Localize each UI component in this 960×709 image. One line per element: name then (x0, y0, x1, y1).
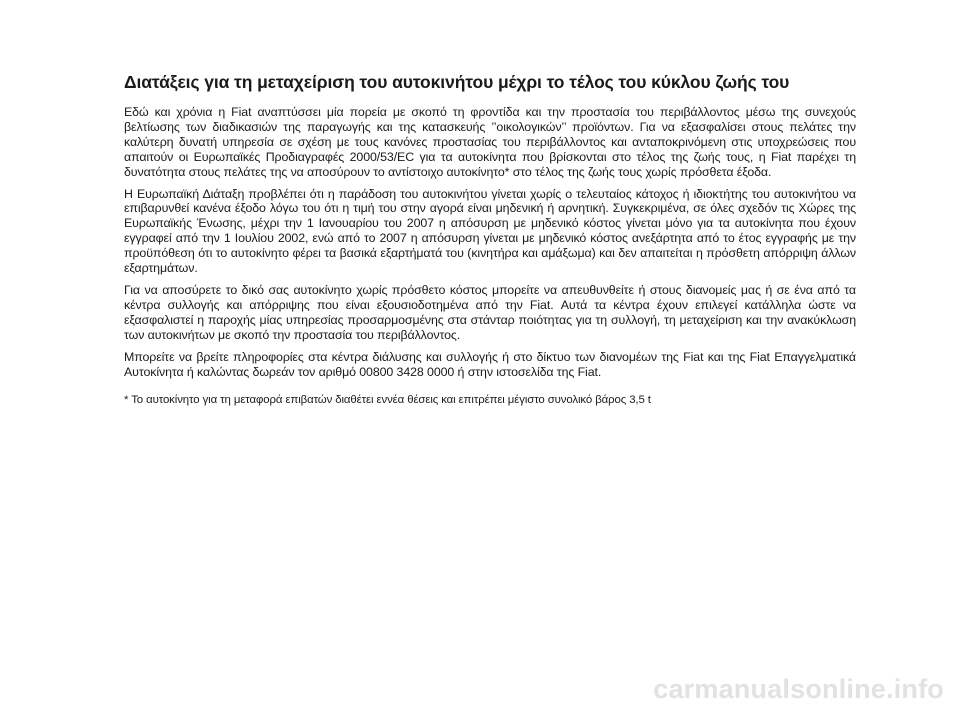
document-title: Διατάξεις για τη μεταχείριση του αυτοκινήτου μέχρι το τέλος του κύκλου ζωής του (124, 72, 790, 92)
paragraph-collection-centers: Για να αποσύρετε το δικό σας αυτοκίνητο χωρίς πρόσθετο κόστος μπορείτε να απευθυνθείτε ή στους διανομείς μας ή σε ένα από τα κέντρα συλλογής και απόρριψης που είναι εξουσιοδοτημένα από την Fiat. Αυτά τα κέντρα έχουν επιλεγεί κατάλληλα ώστε να εξασφαλιστεί η παροχής μίας υπηρεσίας προσαρμοσμένης στα στάνταρ ποιότητας για τη συλλογή, τη μεταχείριση και την ανακύκλωση των αυτοκινήτων με σκοπό την προστασία του περιβάλλοντος. (124, 282, 856, 342)
watermark-logo: carmanualsonline.info (653, 674, 944, 704)
paragraph-contact-info: Μπορείτε να βρείτε πληροφορίες στα κέντρα διάλυσης και συλλογής ή στο δίκτυο των διανομέων της Fiat και της Fiat Επαγγελματικά Αυτοκίνητα ή καλώντας δωρεάν τον αριθμό 00800 3428 0000 ή στην ιστοσελίδα της Fiat. (124, 349, 856, 379)
document-page (124, 72, 856, 407)
paragraph-recycling-intro: Εδώ και χρόνια η Fiat αναπτύσσει μία πορεία με σκοπό τη φροντίδα και την προστασία του περιβάλλοντος μέσω της συνεχούς βελτίωσης των διαδικασιών της παραγωγής και της κατασκευής ’’οικολογικών’’ προϊόντων. Για να εξασφαλίσει στους πελάτες την καλύτερη δυνατή υπηρεσία σε σχέση με τους κανόνες προστασίας του περιβάλλοντος και ανταποκρινόμενη στις υποχρεώσεις που απαιτούν οι Ευρωπαϊκές Προδιαγραφές 2000/53/EC για τα αυτοκίνητα που βρίσκονται στο τέλος της ζωής τους, η Fiat παρέχει τη δυνατότητα στους πελάτες της να αποσύρουν το αντίστοιχο αυτοκίνητο* στο τέλος της ζωής τους χωρίς πρόσθετα έξοδα. (124, 105, 856, 179)
footnote: * Το αυτοκίνητο για τη μεταφορά επιβατών διαθέτει εννέα θέσεις και επιτρέπει μέγιστο συνολικό βάρος 3,5 t (124, 394, 651, 407)
paragraph-european-directive: Η Ευρωπαϊκή Διάταξη προβλέπει ότι η παράδοση του αυτοκινήτου γίνεται χωρίς ο τελευταίος κάτοχος ή ιδιοκτήτης του αυτοκινήτου να επιβαρυνθεί κανένα έξοδο λόγω του ότι η τιμή του στην αγορά είναι μηδενική ή αρνητική. Συγκεκριμένα, σε όλες σχεδόν τις Χώρες της Ευρωπαϊκής Ένωσης, μέχρι την 1 Ιανουαρίου του 2007 η απόσυρση με μηδενικό κόστος γίνεται μόνο για τα αυτοκίνητα που έχουν εγγραφεί από την 1 Ιουλίου 2002, ενώ από το 2007 η απόσυρση γίνεται με μηδενικό κόστος ανεξάρτητα από το έτος εγγραφής με την προϋπόθεση ότι το αυτοκίνητο φέρει τα βασικά εξαρτήματά του (κινητήρα και αμάξωμα) και δεν απαιτείται η πρόσθετη απόρριψη άλλων εξαρτημάτων. (124, 186, 856, 276)
